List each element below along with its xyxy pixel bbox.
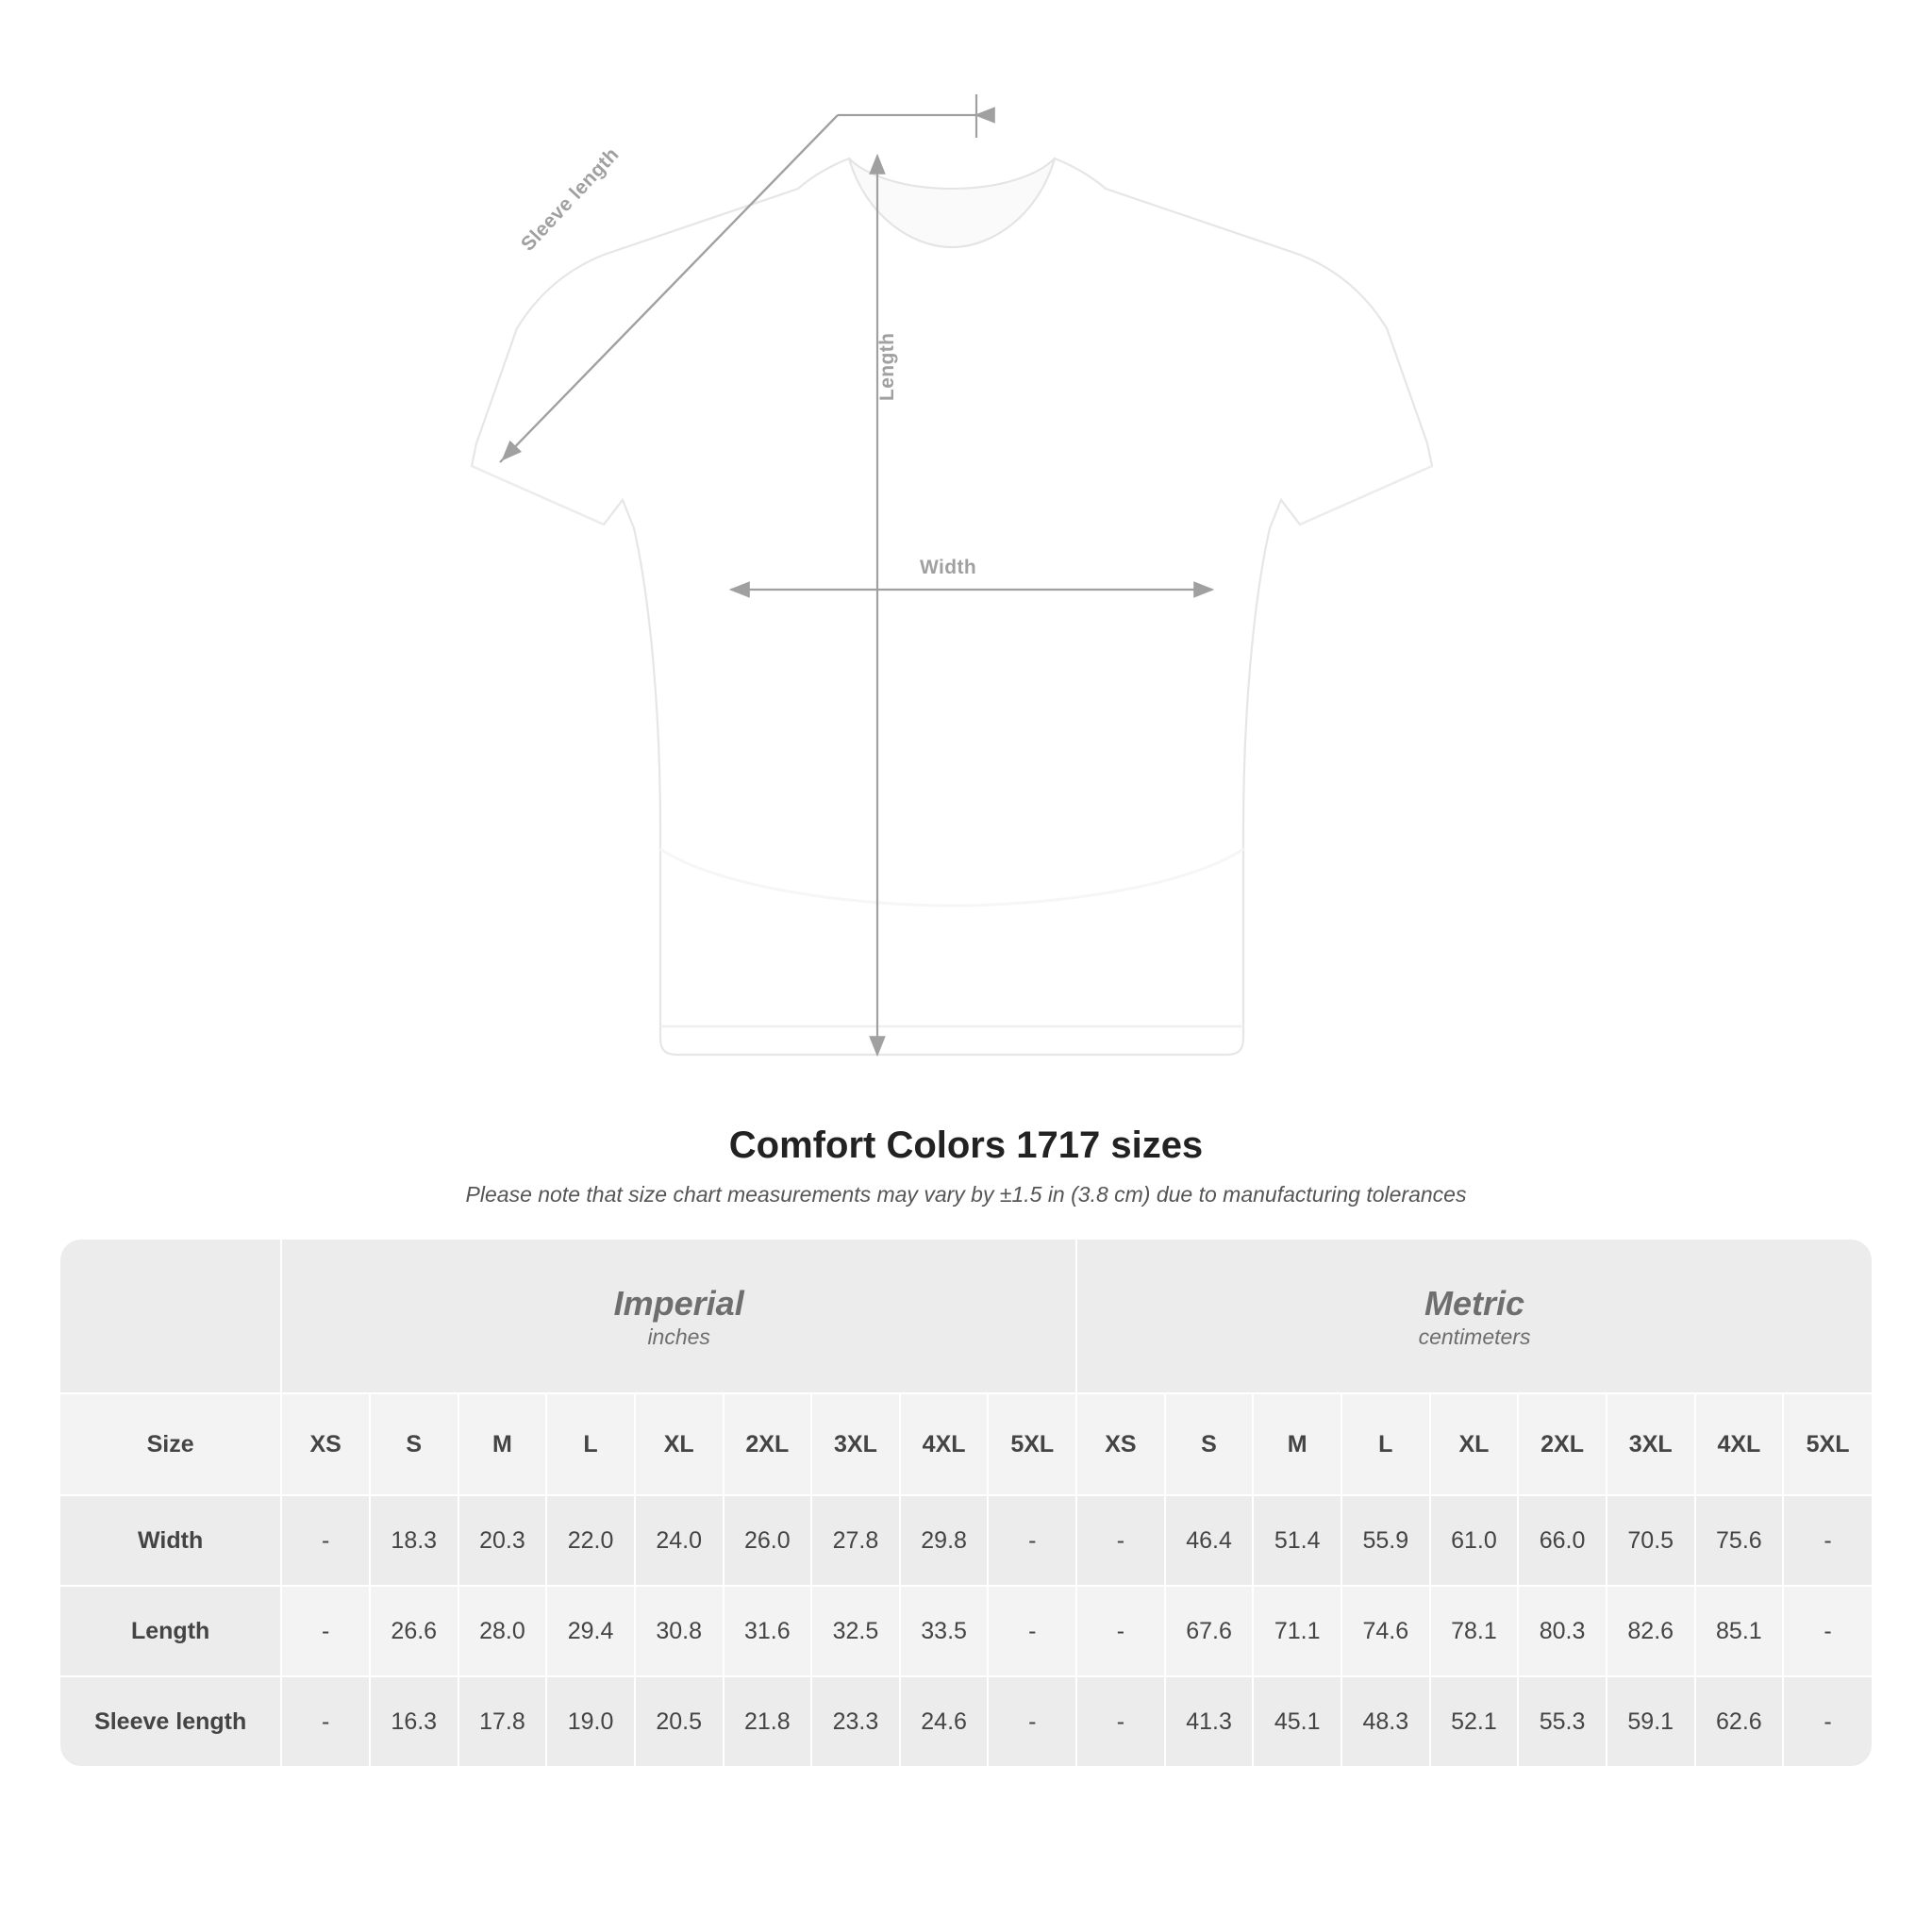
size-col-header: 4XL [900,1393,989,1495]
row-label-width: Width [60,1495,281,1586]
cell-length: 28.0 [458,1586,547,1676]
cell-width: - [1783,1495,1872,1586]
size-table [60,1240,1872,1766]
cell-width: 70.5 [1607,1495,1695,1586]
unit-imperial-cell [281,1240,1076,1393]
cell-sleeve: 59.1 [1607,1676,1695,1766]
unit-header-row [60,1240,1872,1393]
size-col-header: 2XL [1518,1393,1607,1495]
size-col-header: 5XL [988,1393,1076,1495]
cell-width: 26.0 [724,1495,812,1586]
row-label-length: Length [60,1586,281,1676]
size-col-header: L [546,1393,635,1495]
cell-length: 31.6 [724,1586,812,1676]
cell-sleeve: 17.8 [458,1676,547,1766]
size-col-header: XS [281,1393,370,1495]
cell-width: 24.0 [635,1495,724,1586]
unit-metric-name: Metric [1424,1284,1525,1323]
cell-length: 80.3 [1518,1586,1607,1676]
cell-sleeve: 62.6 [1695,1676,1784,1766]
cell-length: - [1783,1586,1872,1676]
cell-sleeve: 55.3 [1518,1676,1607,1766]
size-col-header: S [370,1393,458,1495]
unit-spacer-cell [60,1240,281,1393]
cell-length: 82.6 [1607,1586,1695,1676]
size-col-header: 2XL [724,1393,812,1495]
cell-width: 29.8 [900,1495,989,1586]
size-col-header: M [458,1393,547,1495]
cell-width: 55.9 [1341,1495,1430,1586]
cell-width: 66.0 [1518,1495,1607,1586]
cell-sleeve: 52.1 [1430,1676,1519,1766]
cell-length: 30.8 [635,1586,724,1676]
table-row [60,1586,1872,1676]
cell-width: - [988,1495,1076,1586]
size-col-header: 3XL [1607,1393,1695,1495]
size-col-header: S [1165,1393,1254,1495]
cell-sleeve: - [1783,1676,1872,1766]
unit-imperial-sub: inches [647,1324,710,1349]
cell-sleeve: - [988,1676,1076,1766]
cell-length: 67.6 [1165,1586,1254,1676]
size-col-header: XS [1076,1393,1165,1495]
cell-sleeve: 16.3 [370,1676,458,1766]
cell-sleeve: 20.5 [635,1676,724,1766]
size-header-cell: Size [60,1393,281,1495]
cell-length: - [1076,1586,1165,1676]
cell-width: 51.4 [1253,1495,1341,1586]
cell-length: 29.4 [546,1586,635,1676]
cell-length: - [988,1586,1076,1676]
table-row [60,1676,1872,1766]
cell-sleeve: 48.3 [1341,1676,1430,1766]
size-col-header: 4XL [1695,1393,1784,1495]
size-col-header: XL [1430,1393,1519,1495]
cell-sleeve: - [281,1676,370,1766]
cell-width: 46.4 [1165,1495,1254,1586]
size-col-header: M [1253,1393,1341,1495]
tshirt-shape [472,158,1432,1055]
cell-length: 71.1 [1253,1586,1341,1676]
unit-imperial-name: Imperial [613,1284,744,1323]
row-label-sleeve-length: Sleeve length [60,1676,281,1766]
cell-sleeve: 24.6 [900,1676,989,1766]
cell-width: 27.8 [811,1495,900,1586]
size-header-row [60,1393,1872,1495]
cell-width: - [1076,1495,1165,1586]
cell-width: 20.3 [458,1495,547,1586]
unit-metric-cell [1076,1240,1872,1393]
cell-sleeve: 19.0 [546,1676,635,1766]
cell-sleeve: - [1076,1676,1165,1766]
size-table-wrapper [60,1240,1872,1766]
chart-title-block [0,1124,1932,1208]
cell-length: - [281,1586,370,1676]
cell-length: 33.5 [900,1586,989,1676]
cell-width: 22.0 [546,1495,635,1586]
table-row [60,1495,1872,1586]
size-col-header: 5XL [1783,1393,1872,1495]
cell-length: 78.1 [1430,1586,1519,1676]
cell-sleeve: 23.3 [811,1676,900,1766]
cell-width: 75.6 [1695,1495,1784,1586]
sleeve-dimension-label: Sleeve length [517,143,624,256]
cell-sleeve: 41.3 [1165,1676,1254,1766]
cell-sleeve: 21.8 [724,1676,812,1766]
width-dimension-label: Width [920,557,977,578]
cell-sleeve: 45.1 [1253,1676,1341,1766]
cell-length: 74.6 [1341,1586,1430,1676]
cell-length: 85.1 [1695,1586,1784,1676]
unit-metric-sub: centimeters [1418,1324,1531,1349]
cell-length: 32.5 [811,1586,900,1676]
cell-width: 18.3 [370,1495,458,1586]
length-dimension-label: Length [876,332,898,401]
tolerance-note: Please note that size chart measurements may vary by ±1.5 in (3.8 cm) due to manufacturing tolerances [465,1182,1467,1207]
size-col-header: XL [635,1393,724,1495]
page-title: Comfort Colors 1717 sizes [728,1124,1204,1166]
size-col-header: L [1341,1393,1430,1495]
cell-width: 61.0 [1430,1495,1519,1586]
cell-width: - [281,1495,370,1586]
size-col-header: 3XL [811,1393,900,1495]
cell-length: 26.6 [370,1586,458,1676]
